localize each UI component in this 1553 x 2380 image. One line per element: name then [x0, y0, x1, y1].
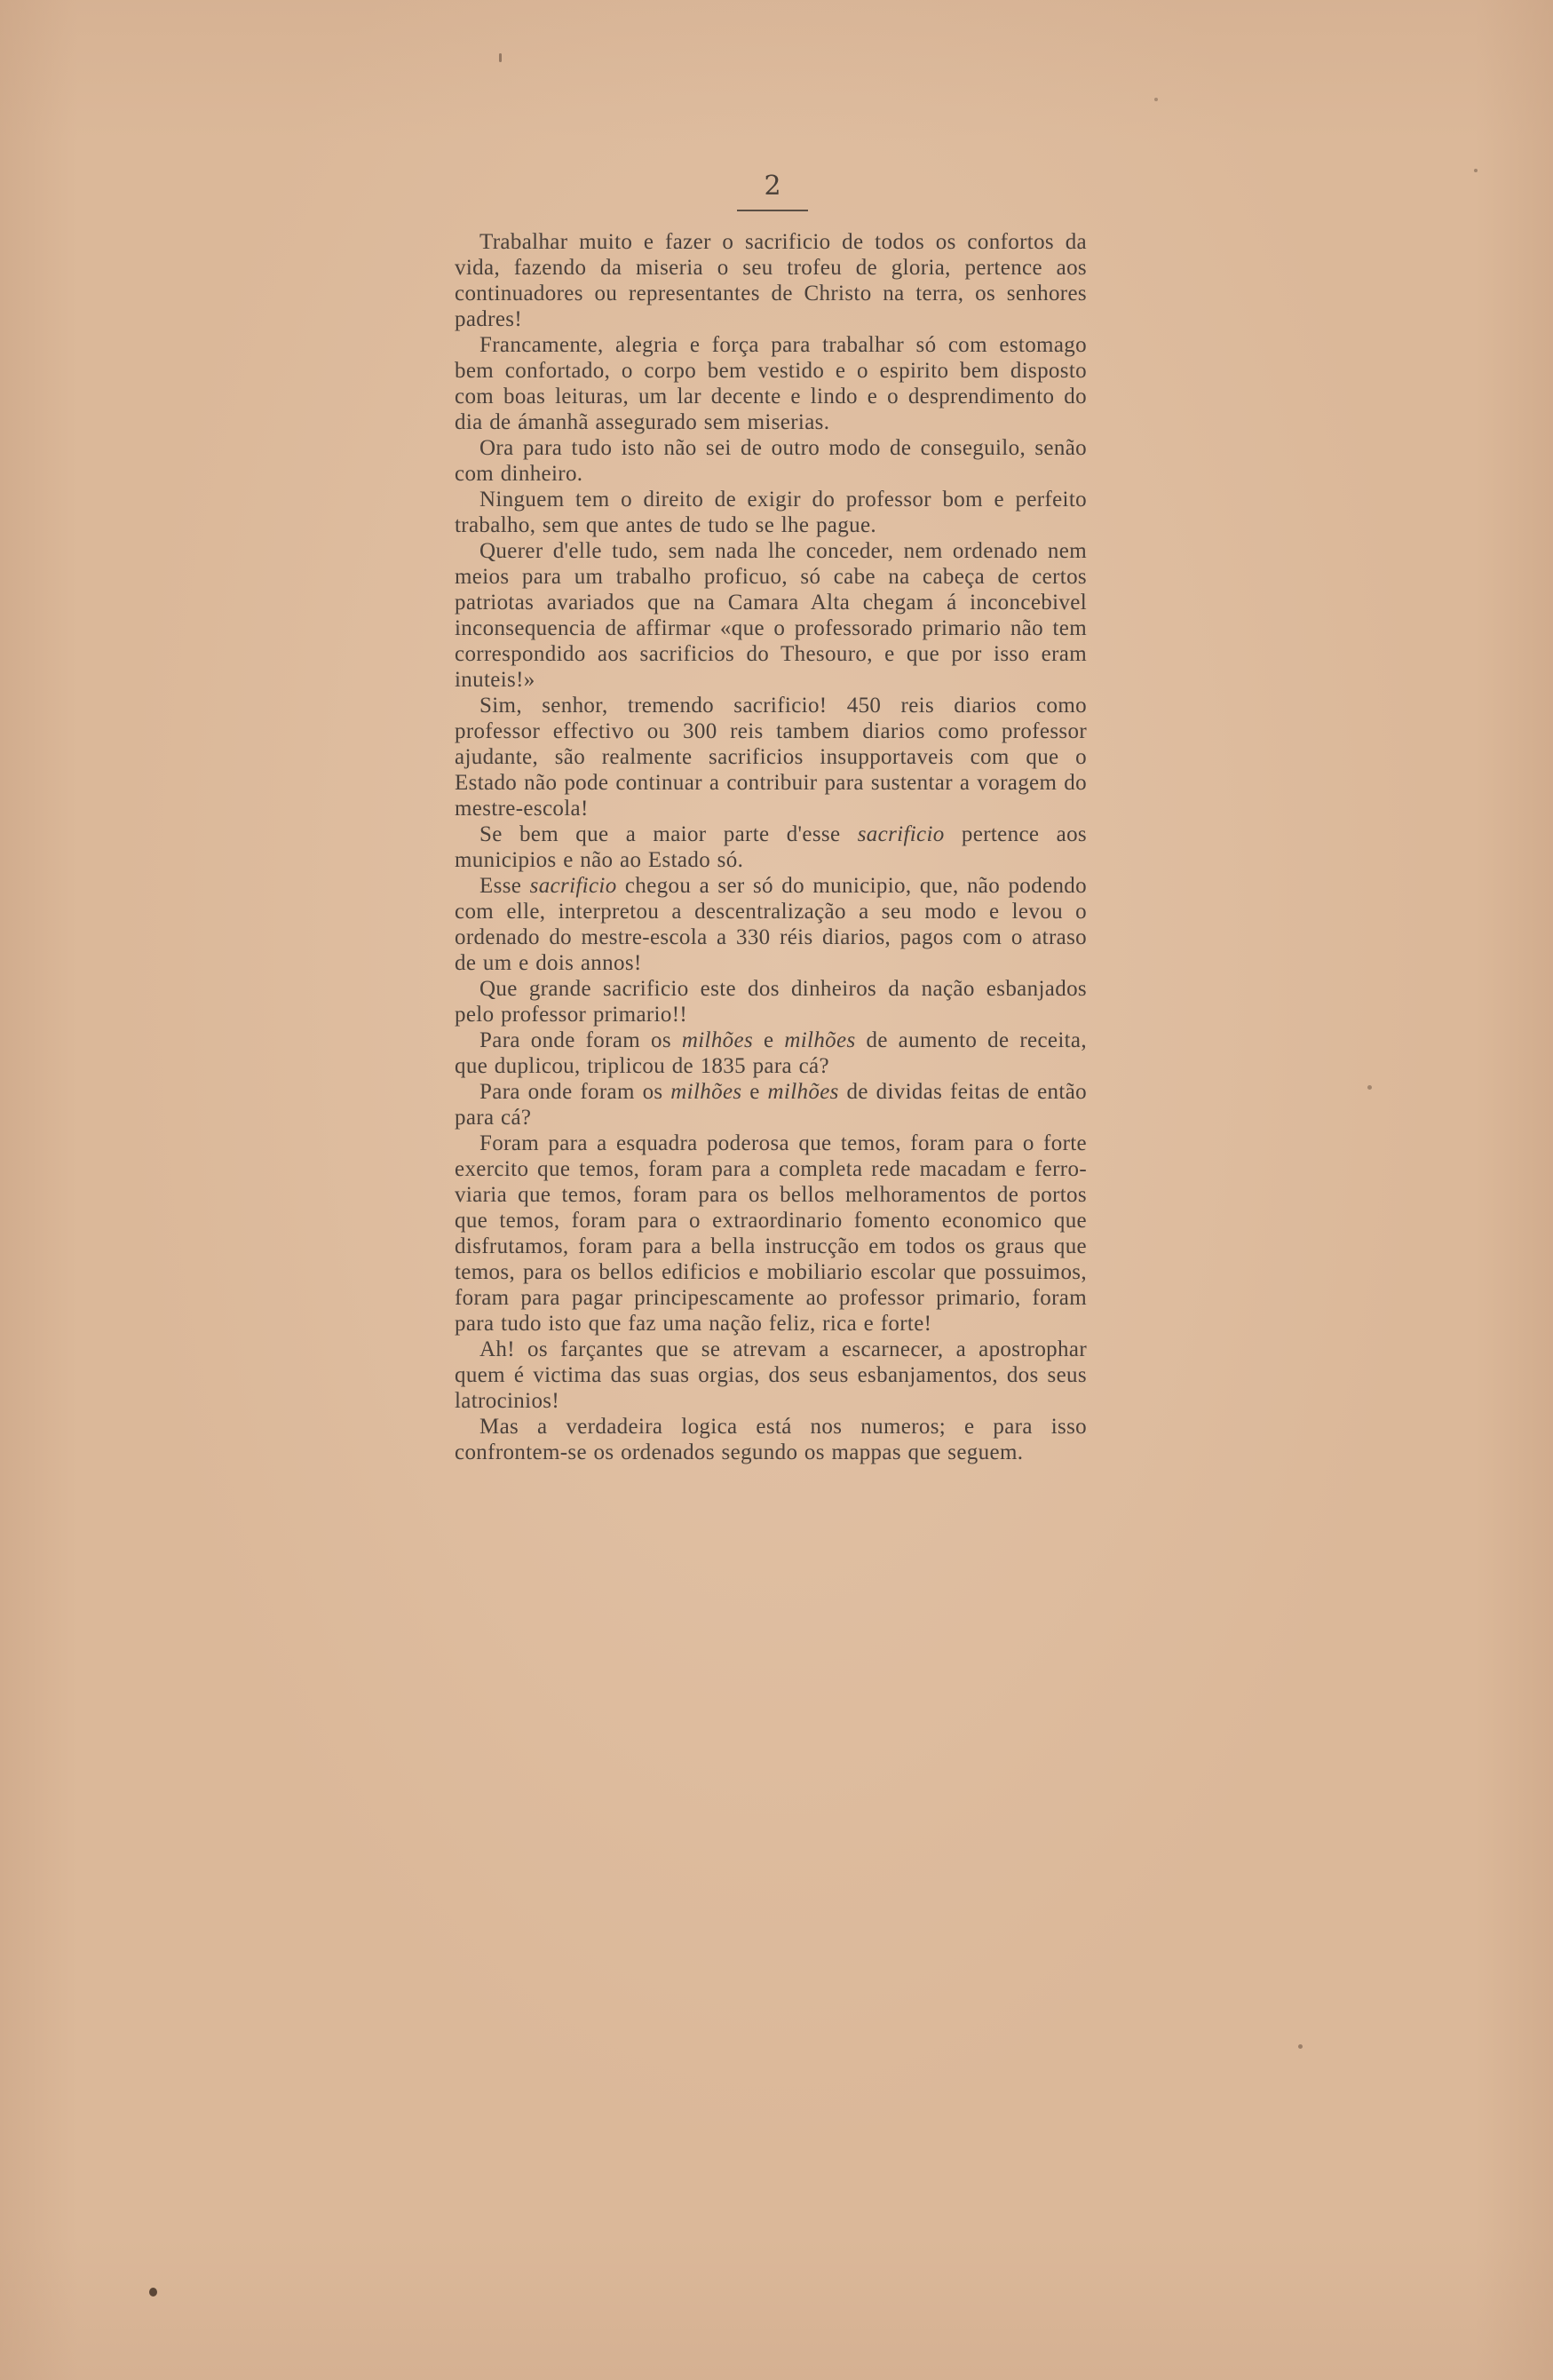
- paper-speck: [1298, 2044, 1303, 2049]
- paragraph: Querer d'elle tudo, sem nada lhe conceder, nem ordenado nem meios para um trabalho proficuo, só cabe na cabeça de certos patriotas avariados que na Camara Alta chegam á inconcebivel inconsequencia de affirmar «que o professorado primario não tem correspondido aos sacrificios do Thesouro, e que por isso eram inuteis!»: [455, 539, 1087, 692]
- body-text: [455, 229, 1087, 1465]
- page-number: 2: [764, 171, 781, 202]
- paragraph: Mas a verdadeira logica está nos numeros; e para isso confrontem-se os ordenados segundo os mappas que seguem.: [455, 1415, 1087, 1464]
- paragraph: Esse sacrificio chegou a ser só do municipio, que, não podendo com elle, interpretou a descentralização a seu modo e levou o ordenado do mestre-escola a 330 réis diarios, pagos com o atraso de um e dois annos!: [455, 874, 1088, 975]
- paper-speck: [149, 2288, 157, 2297]
- paper-speck: [1154, 98, 1158, 101]
- paragraph: Para onde foram os milhões e milhões de aumento de receita, que duplicou, triplicou de 1835 para cá?: [455, 1028, 1087, 1078]
- paragraph: Trabalhar muito e fazer o sacrificio de todos os confortos da vida, fazendo da miseria o seu trofeu de gloria, pertence aos continuadores ou representantes de Christo na terra, os senhores padres!: [455, 230, 1087, 331]
- paragraph: Ninguem tem o direito de exigir do professor bom e perfeito trabalho, sem que antes de tudo se lhe pague.: [455, 488, 1087, 537]
- paragraph: Ora para tudo isto não sei de outro modo de conseguilo, senão com dinheiro.: [455, 436, 1087, 486]
- page-number-rule: [737, 210, 808, 211]
- paragraph: Se bem que a maior parte d'esse sacrificio pertence aos municipios e não ao Estado só.: [455, 822, 1087, 872]
- paragraph: Para onde foram os milhões e milhões de dividas feitas de então para cá?: [455, 1080, 1087, 1130]
- paragraph: Francamente, alegria e força para trabalhar só com estomago bem confortado, o corpo bem vestido e o espirito bem disposto com boas leituras, um lar decente e lindo e o desprendimento do dia de ámanhã assegurado sem miserias.: [455, 333, 1087, 434]
- paragraph: Que grande sacrificio este dos dinheiros da nação esbanjados pelo professor primario!!: [455, 977, 1087, 1027]
- paragraph: Sim, senhor, tremendo sacrificio! 450 reis diarios como professor effectivo ou 300 reis tambem diarios como professor ajudante, são realmente sacrificios insupportaveis com que o Estado não pode continuar a contribuir para sustentar a voragem do mestre-escola!: [455, 694, 1087, 821]
- paper-speck: [1367, 1085, 1372, 1090]
- paragraph: Ah! os farçantes que se atrevam a escarnecer, a apostrophar quem é victima das suas orgias, dos seus esbanjamentos, dos seus latrocinios!: [455, 1337, 1087, 1413]
- paper-speck: [1474, 169, 1478, 172]
- paragraph: Foram para a esquadra poderosa que temos, foram para o forte exercito que temos, foram para a completa rede macadam e ferro-viaria que temos, foram para os bellos melhoramentos de portos que temos, foram para o extraordinario fomento economico que disfrutamos, foram para a bella instrucção em todos os graus que temos, para os bellos edificios e mobiliario escolar que possuimos, foram para pagar principescamente ao professor primario, foram para tudo isto que faz uma nação feliz, rica e forte!: [455, 1131, 1087, 1336]
- paper-speck: [499, 53, 502, 62]
